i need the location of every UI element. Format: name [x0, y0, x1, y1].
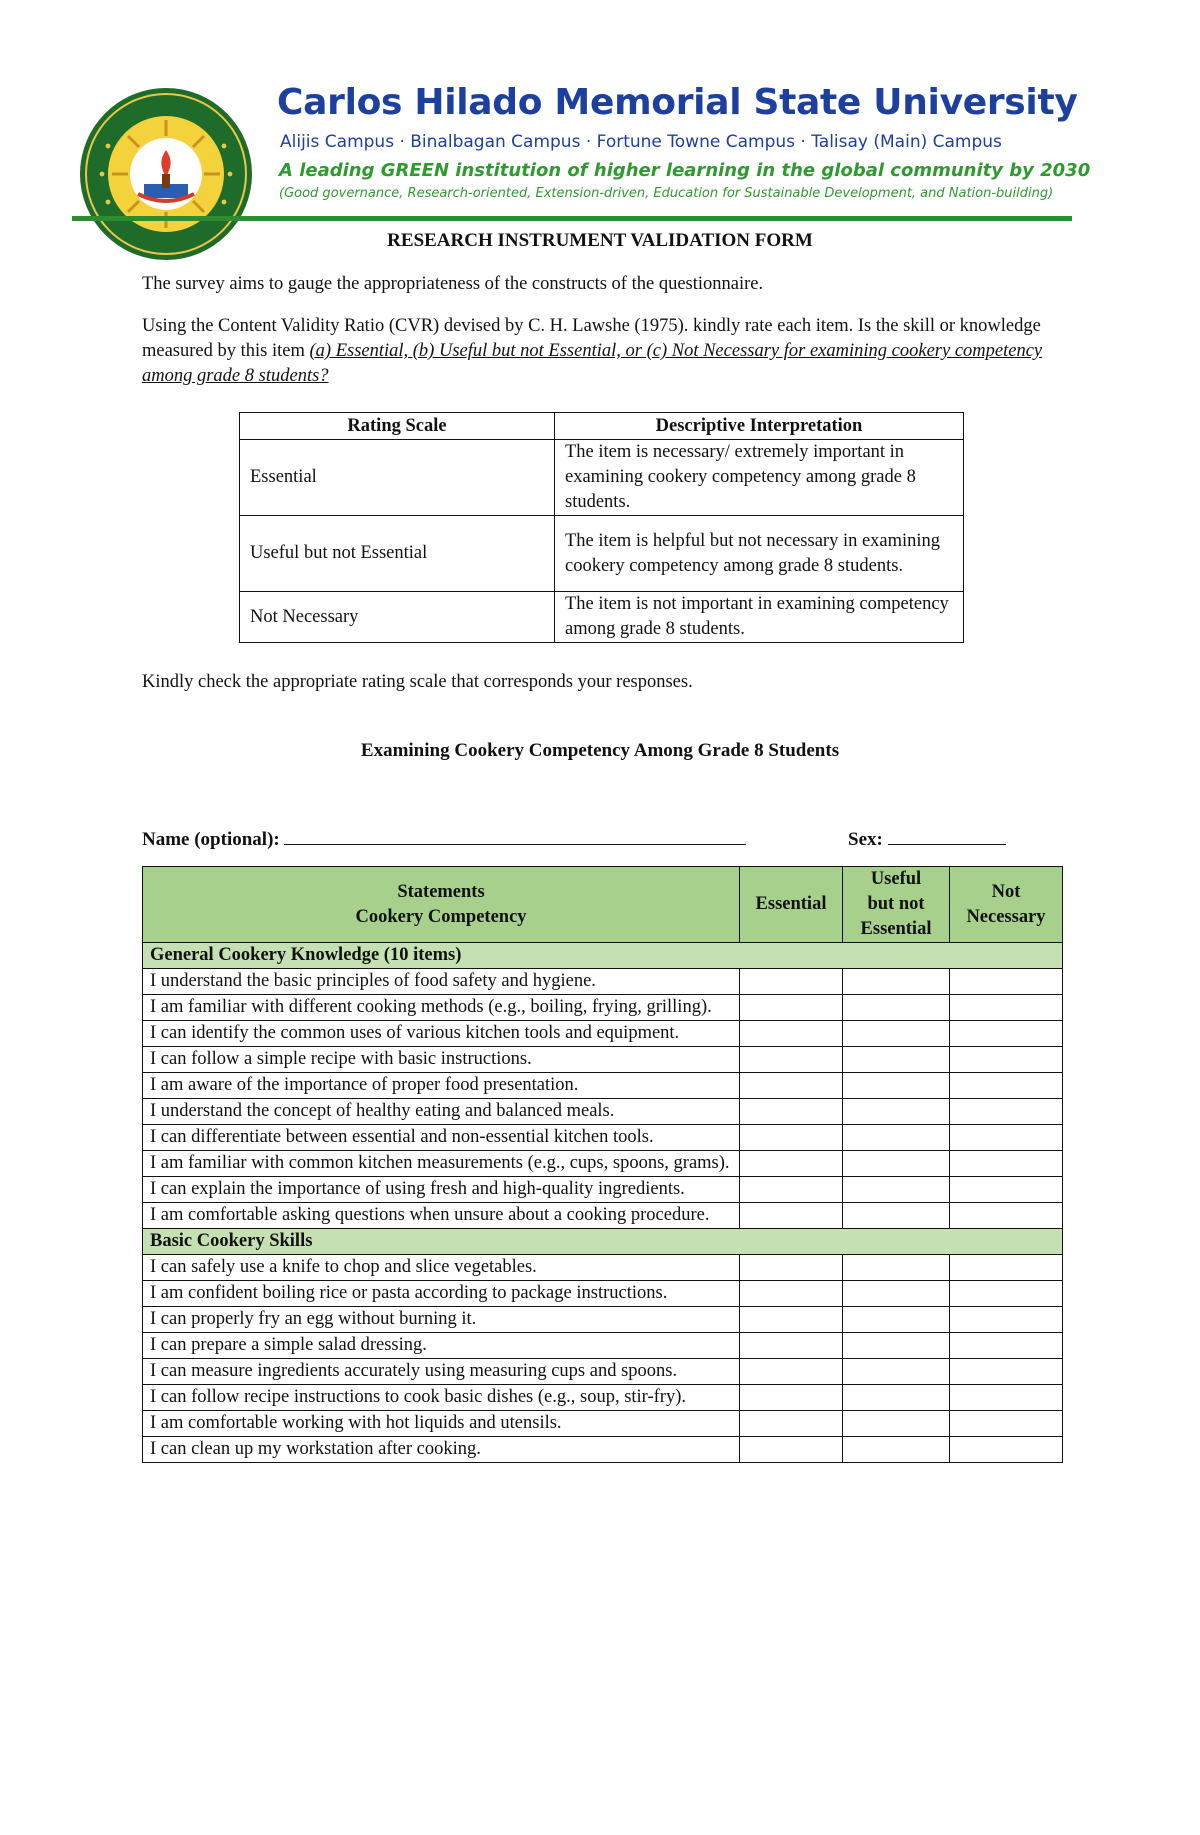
statements-header-line: Statements: [397, 881, 485, 902]
useful-header-line: but not: [867, 894, 925, 914]
statement-row: [143, 1281, 1063, 1307]
not-necessary-check-cell[interactable]: [950, 969, 1063, 995]
essential-check-cell[interactable]: [740, 1255, 843, 1281]
name-label: Name (optional):: [142, 829, 280, 850]
statement-text: I can safely use a knife to chop and slice vegetables.: [143, 1255, 740, 1281]
cvr-lead-text: Using the Content Validity Ratio (CVR) devised by C. H. Lawshe (1975). kindly rate each item. Is the skill or knowledge measured by this item: [142, 316, 1041, 361]
rating-scale-row: [240, 440, 964, 516]
useful-check-cell[interactable]: [843, 1177, 950, 1203]
essential-check-cell[interactable]: [740, 1047, 843, 1073]
sex-blank-field[interactable]: [888, 826, 1006, 845]
interpretation-cell: The item is not important in examining competency among grade 8 students.: [555, 592, 964, 643]
statement-row: [143, 1437, 1063, 1463]
statement-text: I can identify the common uses of various kitchen tools and equipment.: [143, 1021, 740, 1047]
statement-text: I can differentiate between essential and non-essential kitchen tools.: [143, 1125, 740, 1151]
vision-tagline: A leading GREEN institution of higher learning in the global community by 2030: [279, 160, 1091, 181]
rating-scale-row: [240, 592, 964, 643]
not-necessary-check-cell[interactable]: [950, 1411, 1063, 1437]
not-necessary-check-cell[interactable]: [950, 1177, 1063, 1203]
essential-check-cell[interactable]: [740, 1125, 843, 1151]
rating-scale-cell: Useful but not Essential: [240, 516, 555, 592]
useful-check-cell[interactable]: [843, 1021, 950, 1047]
not-necessary-header: [950, 867, 1063, 943]
statement-row: [143, 1047, 1063, 1073]
statement-text: I am familiar with common kitchen measurements (e.g., cups, spoons, grams).: [143, 1151, 740, 1177]
statement-text: I understand the basic principles of food safety and hygiene.: [143, 969, 740, 995]
essential-check-cell[interactable]: [740, 1151, 843, 1177]
not-necessary-check-cell[interactable]: [950, 1021, 1063, 1047]
interpretation-header: Descriptive Interpretation: [555, 413, 964, 440]
intro-paragraph: The survey aims to gauge the appropriateness of the constructs of the questionnaire.: [142, 274, 764, 294]
not-necessary-header-line: Not: [991, 881, 1021, 902]
statement-text: I am aware of the importance of proper food presentation.: [143, 1073, 740, 1099]
name-blank-field[interactable]: [284, 826, 746, 845]
useful-check-cell[interactable]: [843, 995, 950, 1021]
useful-check-cell[interactable]: [843, 1255, 950, 1281]
not-necessary-check-cell[interactable]: [950, 1203, 1063, 1229]
useful-check-cell[interactable]: [843, 1203, 950, 1229]
sex-label: Sex:: [848, 829, 883, 850]
competency-table-body: [143, 943, 1063, 1463]
essential-check-cell[interactable]: [740, 995, 843, 1021]
rating-scale-table: [239, 412, 964, 643]
statement-text: I am comfortable working with hot liquids and utensils.: [143, 1411, 740, 1437]
sex-field-row: [848, 826, 1006, 851]
essential-header: Essential: [740, 867, 843, 943]
useful-check-cell[interactable]: [843, 1307, 950, 1333]
useful-check-cell[interactable]: [843, 1411, 950, 1437]
not-necessary-check-cell[interactable]: [950, 1307, 1063, 1333]
statement-text: I can follow a simple recipe with basic instructions.: [143, 1047, 740, 1073]
useful-check-cell[interactable]: [843, 1333, 950, 1359]
campus-list: Alijis Campus · Binalbagan Campus · Fortune Towne Campus · Talisay (Main) Campus: [280, 132, 1002, 152]
cvr-options-text: (a) Essential, (b) Useful but not Essential, or (c) Not Necessary for examining cookery competency among grade 8 students?: [142, 341, 1043, 386]
university-name: Carlos Hilado Memorial State University: [277, 82, 1078, 123]
rating-scale-cell: Not Necessary: [240, 592, 555, 643]
not-necessary-check-cell[interactable]: [950, 1255, 1063, 1281]
statement-row: [143, 1359, 1063, 1385]
essential-check-cell[interactable]: [740, 1385, 843, 1411]
statement-row: [143, 1125, 1063, 1151]
essential-check-cell[interactable]: [740, 1307, 843, 1333]
statement-row: [143, 1255, 1063, 1281]
useful-check-cell[interactable]: [843, 969, 950, 995]
statement-text: I can explain the importance of using fresh and high-quality ingredients.: [143, 1177, 740, 1203]
section-title: Examining Cookery Competency Among Grade 8 Students: [360, 740, 840, 761]
statement-text: I am comfortable asking questions when unsure about a cooking procedure.: [143, 1203, 740, 1229]
statement-text: I can prepare a simple salad dressing.: [143, 1333, 740, 1359]
essential-check-cell[interactable]: [740, 1203, 843, 1229]
statement-row: [143, 1411, 1063, 1437]
statement-text: I can measure ingredients accurately using measuring cups and spoons.: [143, 1359, 740, 1385]
useful-check-cell[interactable]: [843, 1047, 950, 1073]
not-necessary-check-cell[interactable]: [950, 1359, 1063, 1385]
essential-check-cell[interactable]: [740, 1411, 843, 1437]
statement-text: I can properly fry an egg without burning it.: [143, 1307, 740, 1333]
useful-check-cell[interactable]: [843, 1099, 950, 1125]
useful-check-cell[interactable]: [843, 1073, 950, 1099]
not-necessary-header-line: Necessary: [966, 906, 1046, 927]
statement-row: [143, 1203, 1063, 1229]
not-necessary-check-cell[interactable]: [950, 1047, 1063, 1073]
useful-header-line: Essential: [860, 919, 932, 939]
interpretation-cell: The item is necessary/ extremely important in examining cookery competency among grade 8 students.: [555, 440, 964, 516]
statement-row: [143, 1385, 1063, 1411]
vision-subtagline: (Good governance, Research-oriented, Extension-driven, Education for Sustainable Development, and Nation-building): [279, 186, 1054, 201]
not-necessary-check-cell[interactable]: [950, 1333, 1063, 1359]
statement-row: [143, 1021, 1063, 1047]
rating-scale-header: Rating Scale: [240, 413, 555, 440]
not-necessary-check-cell[interactable]: [950, 995, 1063, 1021]
useful-header: [843, 867, 950, 943]
category-title: General Cookery Knowledge (10 items): [143, 943, 1063, 969]
essential-check-cell[interactable]: [740, 1099, 843, 1125]
statement-row: [143, 1177, 1063, 1203]
not-necessary-check-cell[interactable]: [950, 1437, 1063, 1463]
statements-header-line: Cookery Competency: [355, 906, 527, 927]
useful-check-cell[interactable]: [843, 1437, 950, 1463]
cvr-paragraph: [142, 314, 1062, 389]
essential-check-cell[interactable]: [740, 969, 843, 995]
statement-row: [143, 1073, 1063, 1099]
form-title: RESEARCH INSTRUMENT VALIDATION FORM: [387, 230, 813, 251]
not-necessary-check-cell[interactable]: [950, 1151, 1063, 1177]
useful-check-cell[interactable]: [843, 1125, 950, 1151]
essential-check-cell[interactable]: [740, 1073, 843, 1099]
not-necessary-check-cell[interactable]: [950, 1385, 1063, 1411]
category-row: [143, 943, 1063, 969]
statement-row: [143, 995, 1063, 1021]
statements-header: [143, 867, 740, 943]
essential-check-cell[interactable]: [740, 1021, 843, 1047]
rating-scale-row: [240, 516, 964, 592]
not-necessary-check-cell[interactable]: [950, 1125, 1063, 1151]
not-necessary-check-cell[interactable]: [950, 1281, 1063, 1307]
statement-row: [143, 1099, 1063, 1125]
category-title: Basic Cookery Skills: [143, 1229, 1063, 1255]
useful-header-line: Useful: [870, 869, 922, 889]
statement-row: [143, 1307, 1063, 1333]
competency-table: [142, 866, 1063, 1463]
check-instruction: Kindly check the appropriate rating scale that corresponds your responses.: [142, 672, 693, 692]
not-necessary-check-cell[interactable]: [950, 1073, 1063, 1099]
statement-text: I can clean up my workstation after cooking.: [143, 1437, 740, 1463]
essential-check-cell[interactable]: [740, 1281, 843, 1307]
essential-check-cell[interactable]: [740, 1359, 843, 1385]
useful-check-cell[interactable]: [843, 1281, 950, 1307]
not-necessary-check-cell[interactable]: [950, 1099, 1063, 1125]
essential-check-cell[interactable]: [740, 1333, 843, 1359]
useful-check-cell[interactable]: [843, 1359, 950, 1385]
statement-text: I understand the concept of healthy eating and balanced meals.: [143, 1099, 740, 1125]
interpretation-cell: The item is helpful but not necessary in examining cookery competency among grade 8 students.: [555, 516, 964, 592]
statement-text: I can follow recipe instructions to cook basic dishes (e.g., soup, stir-fry).: [143, 1385, 740, 1411]
essential-check-cell[interactable]: [740, 1177, 843, 1203]
rating-scale-cell: Essential: [240, 440, 555, 516]
statement-text: I am familiar with different cooking methods (e.g., boiling, frying, grilling).: [143, 995, 740, 1021]
useful-check-cell[interactable]: [843, 1385, 950, 1411]
statement-text: I am confident boiling rice or pasta according to package instructions.: [143, 1281, 740, 1307]
statement-row: [143, 1151, 1063, 1177]
name-field-row: [142, 826, 746, 851]
statement-row: [143, 969, 1063, 995]
category-row: [143, 1229, 1063, 1255]
header-divider: [72, 216, 1072, 221]
useful-check-cell[interactable]: [843, 1151, 950, 1177]
statement-row: [143, 1333, 1063, 1359]
essential-check-cell[interactable]: [740, 1437, 843, 1463]
